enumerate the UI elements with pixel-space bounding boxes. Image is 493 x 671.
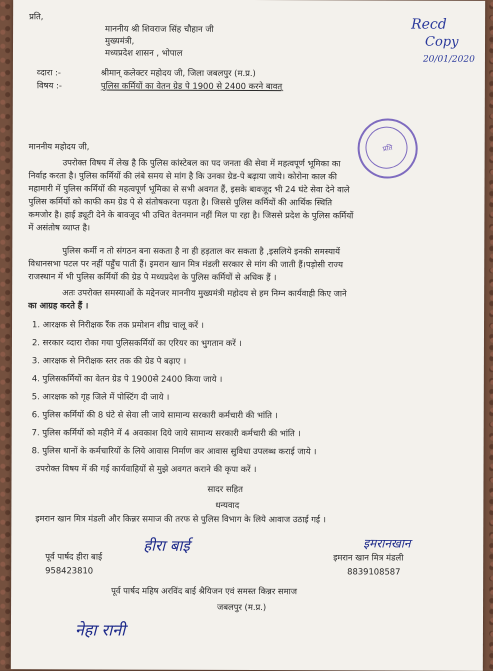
handwritten-copy: Copy <box>424 34 459 50</box>
paragraph-line: पुलिस कर्मी न तो संगठन बना सकता है ना ही हड़ताल कर सकता है ,इसलिये इनकी समस्यायें <box>62 245 340 257</box>
signature-imran-khan: इमरानखान <box>363 536 411 551</box>
right-signatory-name: इमरान खान मित्र मंडली <box>333 552 404 563</box>
paragraph-line: उपरोक्त विषय में लेख है कि पुलिस कांस्टेबल का पद जनता की सेवा में महत्वपूर्ण भूमिका का <box>62 157 341 169</box>
stamp-text: प्रति <box>382 143 394 153</box>
paragraph-line: राजस्थान में भी पुलिस कर्मियों की ग्रेड पे मध्यप्रदेश के पुलिस कर्मियों से अधिक हैं । <box>28 271 277 283</box>
demand-item: 2. सरकार व्दारा रोका गया पुलिसकर्मियों का एरियर का भुगतान करें । <box>31 337 242 348</box>
closing-dhanyavad: धन्यवाद <box>215 499 240 510</box>
vishay-label: विषय :- <box>36 80 62 91</box>
dwara-label: व्दारा :- <box>36 67 61 78</box>
demand-item: 3. आरक्षक से निरीक्षक स्तर तक की ग्रेड पे बढ़ाए । <box>31 355 187 366</box>
demand-item: 7. पुलिस कर्मियों को महीने में 4 अवकाश दिये जाये सामान्य सरकारी कर्मचारी की भांति । <box>31 427 301 439</box>
paragraph-line: विधानसभा पटल पर नहीं पहुँच पाती हैं। इमरान खान मित्र मंडली सरकार से मांग की जाती हैं।पड़ोसी राज्य <box>28 258 344 270</box>
left-signatory-phone: 958423810 <box>45 565 94 576</box>
paragraph-line: कमजोर है। हाई ड्यूटी देने के बावजूद भी उचित वेतनमान नहीं मिल पा रहा है। जिससे प्रदेश के पुलिस कर्मियों <box>28 209 354 221</box>
handwritten-date: 20/01/2020 <box>422 54 475 65</box>
demand-item: 4. पुलिसकर्मियों का वेतन ग्रेड पे 1900से 2400 किया जाये । <box>31 373 223 384</box>
addressee-line2: मुख्यमंत्री, <box>105 35 135 46</box>
signature-bottom: नेहा रानी <box>74 620 126 640</box>
closing-saadar: सादर सहित <box>207 483 243 494</box>
demand-item: 8. पुलिस थानों के कर्मचारियों के लिये आवास निर्माण कर आवास सुविधा उपलब्ध कराई जाये । <box>31 445 317 457</box>
demand-item: 1. आरक्षक से निरीक्षक रैंक तक प्रमोशन शीघ्र चालू करें । <box>32 319 204 330</box>
bottom-place: जबलपुर (म.प्र.) <box>217 601 267 613</box>
demand-item: 6. पुलिस कर्मियों की 8 घंटे से सेवा ली जाये सामान्य सरकारी कर्मचारी की भांति । <box>31 409 278 421</box>
bottom-signatory: पूर्व पार्षद महिष अरविंद बाई श्रैयिजन एवं समस्त किन्नर समाज <box>111 585 297 597</box>
left-signatory-name: पूर्व पार्षद हीरा बाई <box>45 551 103 562</box>
handwritten-recd: Recd <box>411 16 447 33</box>
demand-item: 5. आरक्षक को गृह जिले में पोस्टिंग दी जाये । <box>31 391 170 402</box>
addressee-line3: मध्यप्रदेश शासन , भोपाल <box>104 47 183 58</box>
paragraph-line: में असंतोष व्याप्त है। <box>28 222 91 233</box>
signature-heera-bai: हीरा बाई <box>143 536 190 555</box>
paragraph-line: अतः उपरोक्त समस्याओं के मद्देनजर माननीय मुख्यमंत्री महोदय से हम निम्न कार्यवाही किए जाने <box>62 287 347 299</box>
dwara-text: श्रीमान् कलेक्टर महोदय जी, जिला जबलपुर (म.प्र.) <box>100 67 256 79</box>
letter-paper <box>11 0 485 671</box>
right-signatory-phone: 8839108587 <box>347 566 401 577</box>
subject-text: पुलिस कर्मियों का वेतन ग्रेड पे 1900 से 2400 करने बावत् <box>100 80 283 92</box>
salutation: माननीय महोदय जी, <box>28 141 90 152</box>
paragraph-line: निर्वाह करता है। पुलिस कर्मियों की लंबे समय से मांग है कि उनका ग्रेड-पे बढ़ाया जाये। कोरोना काल की <box>28 170 337 182</box>
office-stamp <box>353 114 422 183</box>
paragraph-line: पुलिस कर्मियों को काफी कम ग्रेड पे से संतोषकरना पड़ता है। जिससे पुलिस कर्मियों की आर्थिक स्थिति <box>28 196 333 208</box>
paragraph-line: का आग्रह करते हैं । <box>28 300 89 311</box>
prati-label: प्रति, <box>29 11 44 22</box>
addressee-line1: माननीय श्री शिवराज सिंह चौहान जी <box>105 23 214 34</box>
closing-appeal: इमरान खान मित्र मंडली और किन्नर समाज की तरफ से पुलिस विभाग के लिये आवाज उठाई गई । <box>35 513 326 525</box>
paragraph-line: महामारी में पुलिस कर्मियों की महत्वपूर्ण भूमिका से सभी अवगत हैं, इसके बावजूद भी 24 घंटे सेवा देने वाले <box>28 183 350 195</box>
closing-request: उपरोक्त विषय में की गई कार्यवाहियों से मुझे अवगत कराने की कृपा करें । <box>35 463 257 475</box>
